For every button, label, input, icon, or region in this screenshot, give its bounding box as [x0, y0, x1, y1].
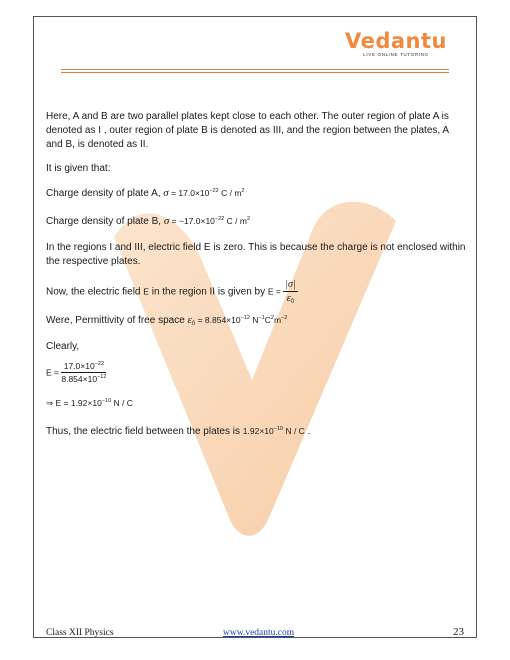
regions-paragraph: In the regions I and III, electric field E is zero. This is because the charge is not enclosed within the respective plates. [46, 242, 466, 267]
header-rule [61, 69, 449, 73]
field-value-fraction: $\frac{17.0\times 10^{-22}}{8.854\times 10^{-12}}$ [61, 361, 107, 384]
intro-paragraph: Here, A and B are two parallel plates kept close to each other. The outer region of plate A is denoted as I , outer region of plate B is denoted as III, and the region between the plates, A and B, is denoted as II. [46, 111, 449, 150]
conclusion-line: Thus, the electric field between the plates is $1.92\times 10^{-10}$ N / C . [46, 426, 311, 437]
vedantu-logo [345, 30, 447, 58]
given-label: It is given that: [46, 163, 111, 174]
field-formula-fraction: $\frac{|\sigma|}{\varepsilon_0}$ [285, 279, 296, 305]
field-fraction: E = $\frac{17.0\times 10^{-22}}{8.854\times 10^{-12}}$ [46, 361, 107, 384]
footer-class-label: Class XII Physics [46, 628, 114, 638]
permittivity-line: Were, Permittivity of free space $\varepsilon_0 = 8.854\times 10^{-12}$ $N^{-1}C^2m^{-2}$ [46, 314, 288, 327]
clearly-label: Clearly, [46, 341, 80, 352]
page-number: 23 [453, 626, 464, 638]
page-footer [46, 628, 464, 642]
field-definition: Now, the electric field E in the region II is given by E = $\frac{|\sigma|}{\varepsilon_0}$ [46, 279, 296, 305]
logo-wordmark: Vedantu [345, 29, 447, 53]
footer-website-link[interactable]: www.vedantu.com [223, 628, 295, 638]
logo-tagline: LIVE ONLINE TUTORING [363, 52, 429, 57]
charge-density-a: Charge density of plate A, $\sigma = 17.0\times 10^{-22}$ C / $m^2$ [46, 187, 245, 199]
page-content [46, 110, 466, 439]
result-line: ⇒ $E = 1.92\times 10^{-10}$ N / C [46, 398, 133, 408]
charge-density-b: Charge density of plate B, $\sigma = -17.0\times 10^{-22}$ C / $m^2$ [46, 215, 250, 227]
